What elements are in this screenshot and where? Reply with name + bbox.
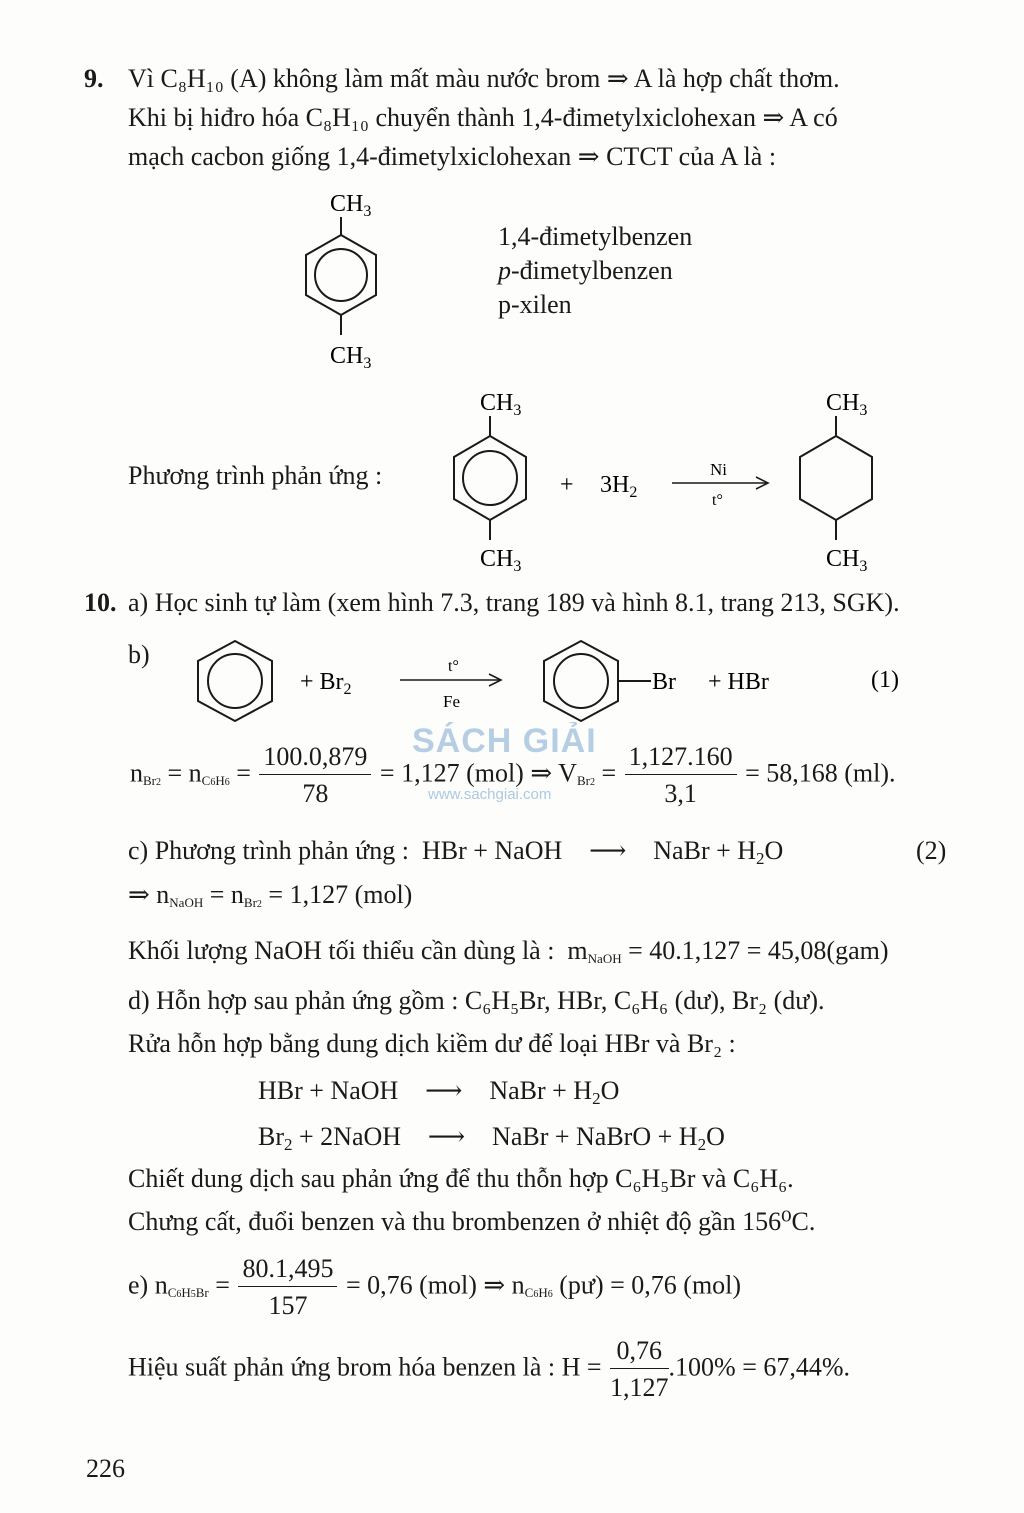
watermark-brand: SÁCH GIẢI [412,722,597,760]
reaction-label: Phương trình phản ứng : [128,461,383,490]
yield-result: .100% = 67,44%. [668,1352,851,1382]
p9-line-1: Vì C₈H₁₀ (A) không làm mất màu nước brom ⇒ A là hợp chất thơm. [128,64,840,93]
svg-text:Ni: Ni [710,460,727,479]
p10-part-a: a) Học sinh tự làm (xem hình 7.3, trang 189 và hình 8.1, trang 213, SGK). [128,588,900,617]
svg-text:+ HBr: + HBr [708,669,769,695]
svg-text:t°: t° [712,492,723,509]
problem-number: 9. [84,64,104,93]
yield-denominator: 1,127 [610,1373,669,1402]
calc-moles-br2: nBr2 = nC6H6 = $\frac{100.0,879}{78}$ = 1,127 (mol) ⇒ VBr2 = $\frac{1,127.160}{3,1}$ = 58,168 (ml). [130,742,896,808]
svg-text:Br: Br [652,669,676,695]
svg-text:(1): (1) [871,667,899,693]
svg-text:CH3: $CH_3$ [480,390,522,419]
p10-d-line-2: Rửa hỗn hợp bằng dung dịch kiềm dư để loại HBr và Br₂ : [128,1029,736,1058]
calc1-numerator: 100.0,879 [259,742,371,775]
p9-line-3: mạch cacbon giống 1,4-đimetylxiclohexan ⇒ CTCT của A là : [128,142,777,171]
calc1-numerator-2: 1,127.160 [625,742,737,775]
p10-d-line-4: Chưng cất, đuổi benzen và thu brombenzen ở nhiệt độ gần 156⁰C. [128,1207,816,1236]
watermark-url: www.sachgiai.com [428,786,552,803]
p10-d-line-3: Chiết dung dịch sau phản ứng để thu thỗn hợp C₆H₅Br và C₆H₆. [128,1164,794,1193]
p10-yield [128,1336,850,1403]
p10-part-e: e) nC6H5Br = $\frac{80.1,495}{157}$ = 0,76 (mol) ⇒ nC6H6 (pư) = 0,76 (mol) [128,1254,742,1320]
compound-name-1: 1,4-đimetylbenzen [498,222,693,251]
p10-c-line-3: Khối lượng NaOH tối thiểu cần dùng là : mNaOH = 40.1,127 = 45,08(gam) [128,936,889,966]
page-number: 226 [86,1454,125,1483]
e-numerator: 80.1,495 [238,1254,337,1287]
problem-number: 10. [84,588,117,617]
problem-10-number [84,588,117,618]
p10-c-eqnum: (2) [916,836,947,865]
p10-d-eq-2: $Br_2$ + 2NaOH ⟶ NaBr + NaBrO + $H_2O$ [258,1122,725,1154]
yield-label: Hiệu suất phản ứng brom hóa benzen là : H = [128,1352,602,1382]
compound-names [498,220,692,322]
svg-text:CH3: $CH_3$ [480,546,522,575]
p10-part-c: c) Phương trình phản ứng : HBr + NaOH ⟶ NaBr + $H_2O$ [128,836,784,868]
ch3-top-label: $CH_3$ [330,191,372,220]
svg-text:CH3: $CH_3$ [826,546,868,575]
p10-b-label: b) [128,640,150,669]
svg-text:+: + [560,472,574,498]
p10-d-eq-1: HBr + NaOH ⟶ NaBr + $H_2O$ [258,1076,620,1108]
svg-text:CH3: $CH_3$ [826,390,868,419]
bromination-reaction [185,635,905,725]
svg-text:3H2: $3H_2$ [600,472,638,501]
ch3-bottom-label: $CH_3$ [330,343,372,372]
svg-text:Fe: Fe [443,692,460,711]
p9-line-2: Khi bị hiđro hóa C₈H₁₀ chuyển thành 1,4-đimetylxiclohexan ⇒ A có [128,103,838,132]
p-xylene-structure [290,185,400,375]
svg-text:+ Br2: + $Br_2$ [300,669,352,698]
e-denominator: 157 [268,1291,308,1320]
p10-d-line-1: d) Hỗn hợp sau phản ứng gồm : C₆H₅Br, HBr, C₆H₆ (dư), Br₂ (dư). [128,986,825,1015]
compound-name-2: p-đimetylbenzen [498,256,673,285]
hydrogenation-reaction [440,380,900,575]
calc1-denominator-2: 3,1 [664,779,697,808]
compound-name-3: p-xilen [498,290,572,319]
problem-9-text [84,64,104,94]
p10-c-line-2: ⇒ nNaOH = nBr2 = 1,127 (mol) [128,880,413,910]
yield-numerator: 0,76 [610,1336,669,1369]
svg-text:t°: t° [448,658,459,675]
calc1-denominator: 78 [302,779,329,808]
